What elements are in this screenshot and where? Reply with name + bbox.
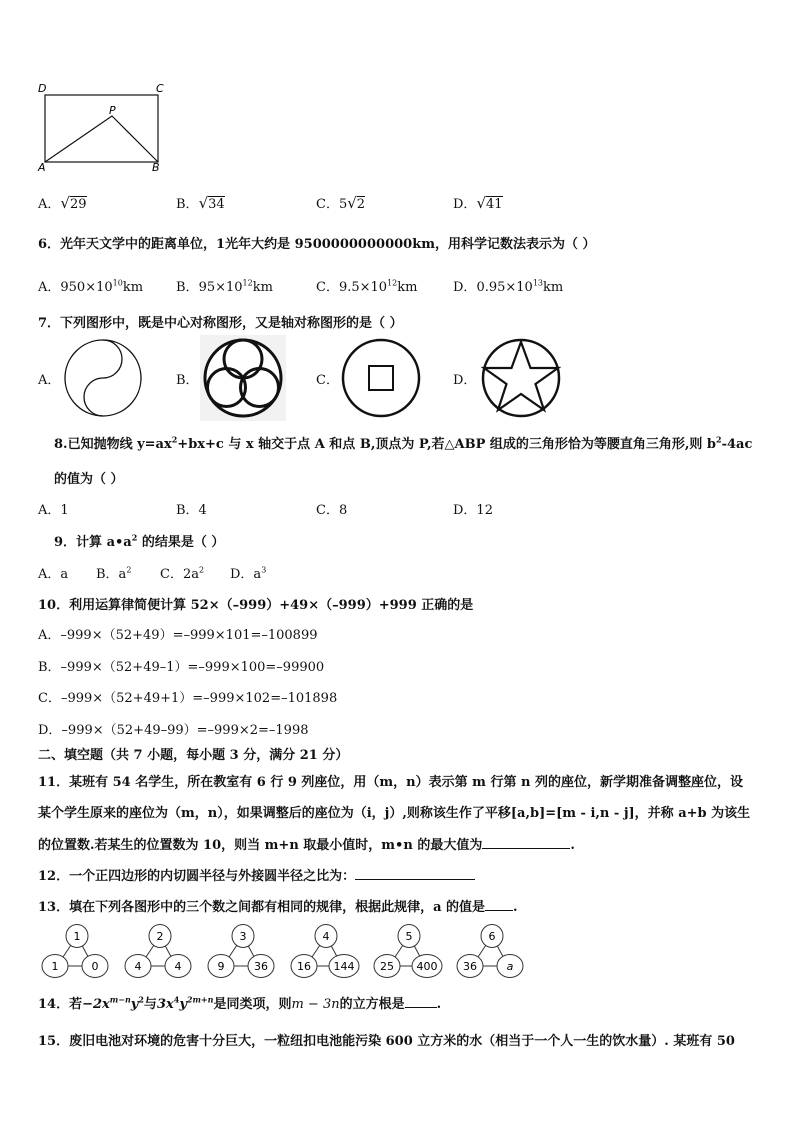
q10-option-c[interactable]: C．–999×（52+49+1）=–999×102=–101898 [38,691,338,706]
q13-node-left-value: 25 [380,960,394,973]
q13-stem: 13．填在下列各图形中的三个数之间都有相同的规律，根据此规律，a 的值是 . [38,900,518,915]
q13-node-left-value: 9 [217,960,225,973]
q8-stem: 8.已知抛物线 $y=ax^2+bx+c$ 与 x 轴交于点 A 和点 B,顶点为 P,若△ABP 组成的三角形恰为等腰直角三角形,则 $b^2-4ac$ [54,434,753,452]
q7-stem: 7．下列图形中，既是中心对称图形，又是轴对称图形的是（ ） [38,316,403,331]
q7-option-c-label[interactable]: C． [316,373,339,388]
q13-node-left-value: 36 [463,960,477,973]
q13-answer-blank[interactable] [485,898,513,911]
q5-option-d[interactable]: D．√41 [453,194,503,212]
q11-answer-blank[interactable] [482,836,570,849]
q13-node-right-value: 4 [174,960,182,973]
q7-option-a-label[interactable]: A． [38,373,61,388]
q13-figure-6 [457,925,523,978]
q6-stem: 6．光年天文学中的距离单位，1光年大约是 9500000000000km，用科学记数法表示为（ ） [38,237,596,252]
q13-node-top-value: 5 [405,930,413,943]
rectangle-abcd-figure [30,78,170,178]
q8-option-a[interactable]: A．1 [38,503,69,518]
label-d: D [38,82,47,95]
q6-option-d[interactable]: D．$0.95\times 10^{13}km$ [453,278,564,295]
yin-yang-figure[interactable] [62,337,144,419]
q12-answer-blank[interactable] [355,867,475,880]
q11-line2: 某个学生原来的座位为（m，n），如果调整后的座位为（i，j）,则称该生作了平移[a,b]=[m - i,n - j]，并称 a+b 为该生 [38,806,751,821]
label-c: C [156,82,164,95]
q6-option-b[interactable]: B．$95\times 10^{12}km$ [176,278,273,295]
label-b: B [152,161,160,174]
q15-line1: 15．废旧电池对环境的危害十分巨大，一粒纽扣电池能污染 600 立方米的水（相当于一个人一生的饮水量）. 某班有 50 [38,1034,735,1049]
q5-option-b[interactable]: B．√34 [176,194,225,212]
q11-line3: 的位置数.若某生的位置数为 10，则当 m+n 取最小值时，m•n 的最大值为 . [38,838,575,853]
q5-option-a[interactable]: A．√29 [38,194,87,212]
star-circle-figure[interactable] [478,335,564,421]
q12-stem: 12．一个正四边形的内切圆半径与外接圆半径之比为： [38,865,475,884]
q9-stem: 9．计算 $a•a^2$ 的结果是（ ） [54,532,225,550]
q9-option-c[interactable]: C．$2a^2$ [160,565,205,582]
q10-stem: 10．利用运算律简便计算 52×（–999）+49×（–999）+999 正确的是 [38,598,474,613]
q13-node-top-value: 2 [156,930,164,943]
q6-option-c[interactable]: C．$9.5\times 10^{12}km$ [316,278,418,295]
q13-node-right-value: 36 [254,960,268,973]
q13-figure-1 [42,925,108,978]
q13-figure-3 [208,925,274,978]
q13-number-triangles [38,924,538,980]
q9-option-a[interactable]: A．a [38,567,69,582]
q14-stem: 14．若$-2x^{m-n}y^2$与$3x^4y^{2m+n}$是同类项，则m − 3n的立方根是 . [38,994,442,1012]
q13-node-right-value: 400 [416,960,438,973]
q8-option-c[interactable]: C．8 [316,503,348,518]
q13-node-top-value: 3 [239,930,247,943]
q10-option-d[interactable]: D．–999×（52+49–99）=–999×2=–1998 [38,723,309,738]
q13-node-left-value: 16 [297,960,311,973]
q5-option-c[interactable]: C．5√2 [316,194,366,212]
section-2-heading: 二、填空题（共 7 小题，每小题 3 分，满分 21 分） [38,748,349,763]
q8-stem-line2: 的值为（ ） [54,472,124,487]
label-p: P [109,104,116,117]
q14-answer-blank[interactable] [405,995,437,1008]
q10-option-b[interactable]: B．–999×（52+49–1）=–999×100=–99900 [38,660,325,675]
q13-node-left-value: 1 [51,960,59,973]
q13-node-left-value: 4 [134,960,142,973]
q13-node-top-value: 6 [488,930,496,943]
q13-figure-2 [125,925,191,978]
q13-node-right-value: 144 [333,960,355,973]
q9-option-b[interactable]: B．$a^2$ [96,565,132,582]
q13-node-right-value: 0 [91,960,99,973]
q8-option-b[interactable]: B．4 [176,503,207,518]
q13-figure-4 [291,925,359,978]
q13-node-top-value: 1 [73,930,81,943]
q13-node-top-value: 4 [322,930,330,943]
coin-square-figure[interactable] [340,337,422,419]
q9-option-d[interactable]: D．$a^3$ [230,565,267,582]
q7-option-d-label[interactable]: D． [453,373,477,388]
label-a: A [38,161,46,174]
q11-line1: 11．某班有 54 名学生，所在教室有 6 行 9 列座位，用（m，n）表示第 m 行第 n 列的座位，新学期准备调整座位，设 [38,775,743,790]
q13-figure-5 [374,925,442,978]
trefoil-circle-figure[interactable] [200,335,286,421]
q10-option-a[interactable]: A．–999×（52+49）=–999×101=–100899 [38,628,318,643]
q6-option-a[interactable]: A．$950\times 10^{10}km$ [38,278,144,295]
q13-node-right-value: a [506,960,514,973]
q8-option-d[interactable]: D．12 [453,503,493,518]
q7-option-b-label[interactable]: B． [176,373,199,388]
